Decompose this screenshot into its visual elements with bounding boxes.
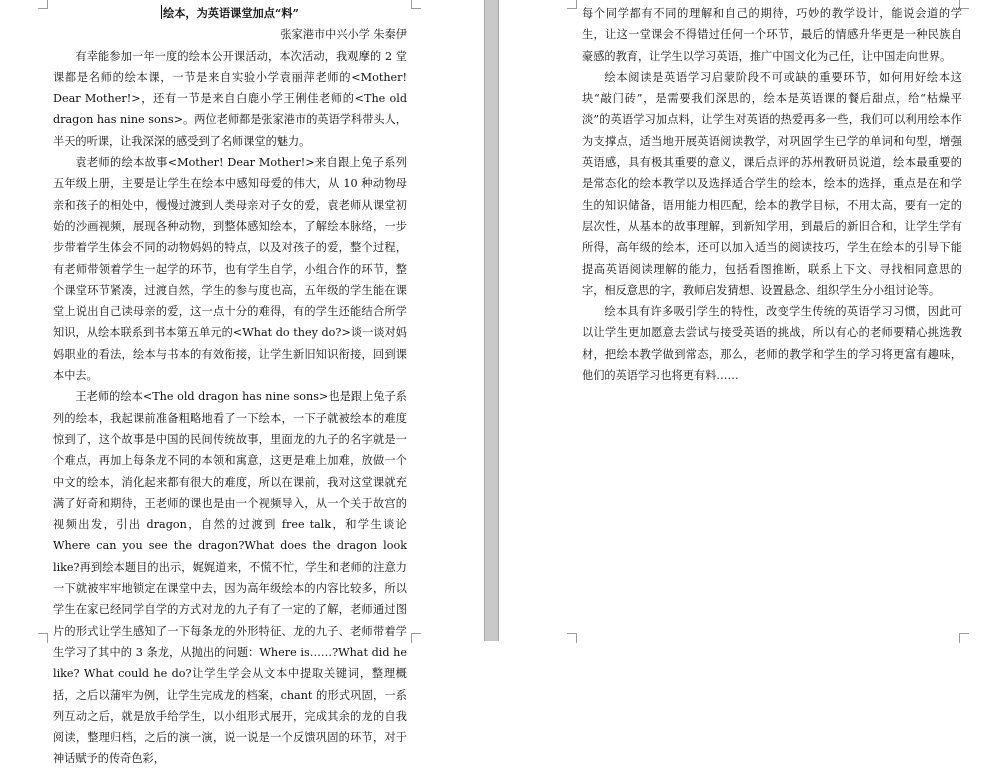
text-cursor (161, 5, 162, 19)
crop-mark (959, 633, 969, 643)
paragraph: 有幸能参加一年一度的绘本公开课活动，本次活动，我观摩的 2 堂课都是名师的绘本课，一节是来自实验小学袁丽萍老师的<Mother! Dear Mother!>，还有一节是来自白鹿小学王俐佳老师的<The old dragon has nine sons>。两位老师都是张家港市的英语学科带头人，半天的听课，让我深深的感受到了名师课堂的魅力。 (53, 49, 407, 148)
paragraph: 绘本具有许多吸引学生的特性，改变学生传统的英语学习习惯，因此可以让学生更加愿意去尝试与接受英语的挑战，所以有心的老师要精心挑选教材，把绘本教学做到常态，那么，老师的教学和学生的学习将更富有趣味，他们的英语学习也将更有料…… (582, 305, 962, 383)
document-title: 绘本，为英语课堂加点“料” (163, 6, 299, 20)
crop-mark (38, 633, 48, 643)
document-title-line (53, 3, 407, 24)
document-text-right[interactable] (582, 3, 962, 386)
document-page-left (0, 0, 484, 766)
crop-mark (38, 0, 48, 9)
paragraph: 袁老师的绘本故事<Mother! Dear Mother!>来自跟上兔子系列五年级上册，主要是让学生在绘本中感知母爱的伟大，从 10 种动物母亲和孩子的相处中，慢慢过渡到人类母亲对子女的爱，袁老师从课堂初始的沙画视频，展现各种动物，到整体感知绘本，了解绘本脉络，一步步带着学生体会不同的动物妈妈的特点，以及对孩子的爱，整个过程，有老师带领着学生一起学的环节，也有学生自学，小组合作的环节，整个课堂环节紧凑，过渡自然，学生的参与度也高，五年级的学生能在课堂上说出自己读母亲的爱，这一点十分的难得，有的学生还能结合所学知识，从绘本联系到书本第五单元的<What do they do?>谈一谈对妈妈职业的看法，绘本与书本的有效衔接，让学生新旧知识衔接，回到课本中去。 (53, 156, 407, 383)
document-text-left[interactable] (53, 3, 407, 770)
document-page-right (499, 0, 1000, 641)
crop-mark (411, 0, 421, 9)
paragraph: 王老师的绘本<The old dragon has nine sons>也是跟上兔子系列的绘本，我起课前准备粗略地看了一下绘本，一下子就被绘本的难度惊到了，这个故事是中国的民间传统故事，里面龙的九子的名字就是一个难点，再加上每条龙不同的本领和寓意，这更是难上加难，放做一个中文的绘本，消化起来都有很大的难度，所以在课前，我对这堂课就充满了好奇和期待，王老师的课也是由一个视频导入，从一个关于故宫的视频出发，引出 dragon，自然的过渡到 free talk，和学生谈论 Where can you see the dragon?What does the dragon look like?再到绘本题目的出示，娓娓道来，不慌不忙，学生和老师的注意力一下就被牢牢地锁定在课堂中去，因为高年级绘本的内容比较多，所以学生在家已经同学自学的方式对龙的九子有了一定的了解，老师通过图片的形式让学生感知了一下每条龙的外形特征、龙的九子、老师带着学生学习了其中的 3 条龙，从抛出的问题：Where is……?What did he like? What could he do?让学生学会从文本中提取关键词，整理概括，之后以蒲牢为例，让学生完成龙的档案，chant 的形式巩固，一系列互动之后，就是放手给学生，以小组形式展开，完成其余的龙的自我阅读，整理归档，之后的演一演，说一说是一个反馈巩固的环节，对于神话赋予的传奇色彩， (53, 390, 407, 766)
paragraph: 每个同学都有不同的理解和自己的期待，巧妙的教学设计，能说会道的学生，让这一堂课会不得错过任何一个环节，最后的情感升华更是一种民族自豪感的教育，让学生以学习英语，推广中国文化为己任，让中国走向世界。 (582, 7, 962, 63)
page-gutter (484, 0, 499, 641)
paragraph: 绘本阅读是英语学习启蒙阶段不可或缺的重要环节，如何用好绘本这块“敲门砖”，是需要我们深思的，绘本是英语课的餐后甜点，给“枯燥平淡”的英语学习加点料，让学生对英语的热爱再多一些，我们可以利用绘本作为支撑点，适当地开展英语阅读教学，对巩固学生已学的单词和句型，增强英语感，具有极其重要的意义，课后点评的苏州教研员说道，绘本最重要的是常态化的绘本教学以及选择适合学生的绘本，绘本的选择，重点是在和学生的知识储备，语用能力相匹配，绘本的教学目标，不用太高，要有一定的层次性，从基本的故事理解，到新知学用，到最后的新旧合和，让学生学有所得，高年级的绘本，还可以加入适当的阅读技巧，学生在绘本的引导下能提高英语阅读理解的能力，包括看图推断，联系上下文、寻找相同意思的字，相反意思的字，教师启发猜想、设置悬念、组织学生分小组讨论等。 (582, 70, 962, 297)
crop-mark (567, 0, 577, 9)
crop-mark (567, 633, 577, 643)
crop-mark (411, 633, 421, 643)
document-author: 张家港市中兴小学 朱秦伊 (280, 28, 407, 42)
